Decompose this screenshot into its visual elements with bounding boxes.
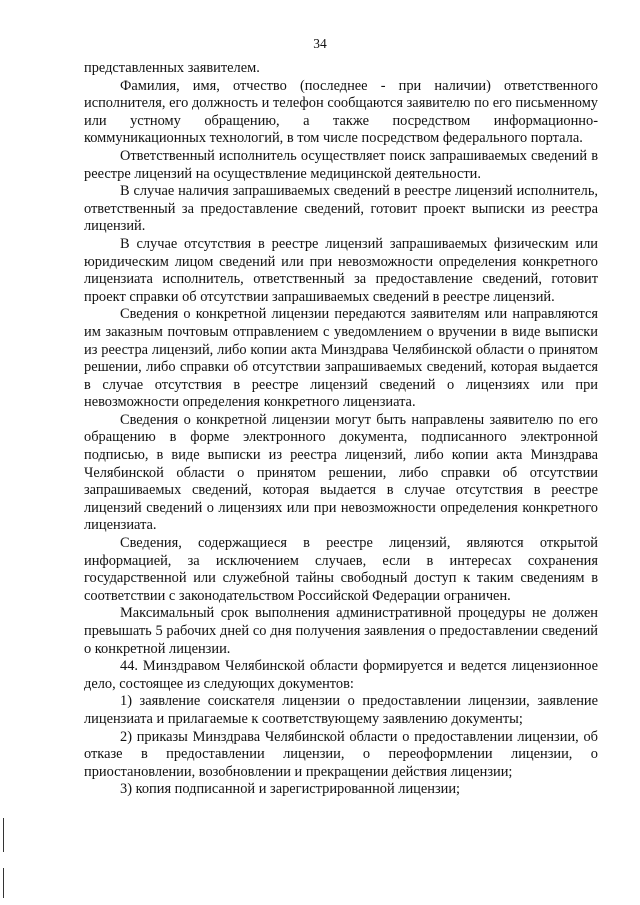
paragraph-postal-delivery: Сведения о конкретной лицензии передаются заявителям или направляются им заказным почтовым отправлением с уведомлением о вручении в виде выписки из реестра лицензий, либо копии акта Минздрава Челябинской области о принятом решении, либо справки об отсутствии запрашиваемых сведений, которая выдается в случае отсутствия в реестре лицензий сведений о лицензиях или при невозможности определения конкретного лицензиата. (84, 306, 598, 411)
scan-edge-mark (3, 868, 4, 898)
body-text (84, 60, 598, 799)
paragraph-search: Ответственный исполнитель осуществляет поиск запрашиваемых сведений в реестре лицензий на осуществление медицинской деятельности. (84, 147, 598, 182)
paragraph-found-case: В случае наличия запрашиваемых сведений в реестре лицензий исполнитель, ответственный за предоставление сведений, готовит проект выписки из реестра лицензий. (84, 183, 598, 235)
paragraph-responsible-person: Фамилия, имя, отчество (последнее - при наличии) ответственного исполнителя, его должность и телефон сообщаются заявителю по его письменному или устному обращению, а также посредством информационно-коммуникационных технологий, в том числе посредством федерального портала. (84, 77, 598, 147)
scan-edge-mark (3, 818, 4, 852)
page-number: 34 (313, 36, 327, 51)
paragraph-not-found-case: В случае отсутствия в реестре лицензий запрашиваемых физическим или юридическим лицом сведений или при невозможности определения конкретного лицензиата исполнитель, ответственный за предоставление сведений, готовит проект справки об отсутствии запрашиваемых сведений в реестре лицензий. (84, 235, 598, 305)
paragraph-item-44: 44. Минздравом Челябинской области формируется и ведется лицензионное дело, состоящее из следующих документов: (84, 658, 598, 692)
paragraph-max-term: Максимальный срок выполнения административной процедуры не должен превышать 5 рабочих дней со дня получения заявления о предоставлении сведений о конкретной лицензии. (84, 605, 598, 657)
paragraph-continuation: представленных заявителем. (84, 60, 260, 76)
list-item-1: 1) заявление соискателя лицензии о предоставлении лицензии, заявление лицензиата и прилагаемые к соответствующему заявлению документы; (84, 693, 598, 727)
list-item-3: 3) копия подписанной и зарегистрированной лицензии; (120, 781, 461, 798)
paragraph-open-information: Сведения, содержащиеся в реестре лицензий, являются открытой информацией, за исключением случаев, если в интересах сохранения государственной или служебной тайны свободный доступ к таким сведениям в соответствии с законодательством Российской Федерации ограничен. (84, 535, 598, 604)
paragraph-electronic-delivery: Сведения о конкретной лицензии могут быть направлены заявителю по его обращению в форме электронного документа, подписанного электронной подписью, в виде выписки из реестра лицензий, либо копии акта Минздрава Челябинской области о принятом решении, либо справки об отсутствии запрашиваемых сведений, которая выдается в случае отсутствия в реестре лицензий сведений о лицензиях или при невозможности определения конкретного лицензиата. (84, 411, 598, 534)
list-item-2: 2) приказы Минздрава Челябинской области о предоставлении лицензии, об отказе в предоставлении лицензии, о переоформлении лицензии, о приостановлении, возобновлении и прекращении действия лицензии; (84, 728, 598, 780)
